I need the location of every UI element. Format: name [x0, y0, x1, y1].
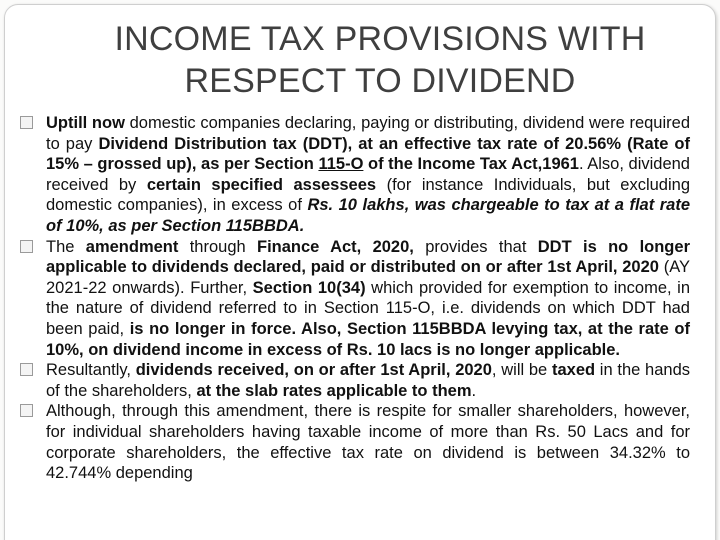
checkbox-bullet-icon — [20, 116, 33, 129]
bullet-list — [20, 113, 690, 484]
text-run: in the hands of the shareholders, — [46, 361, 690, 400]
text-run: Finance Act, 2020, — [257, 237, 414, 256]
text-run: of the Income Tax Act,1961 — [363, 155, 579, 174]
text-run: Resultantly, — [46, 361, 136, 380]
checkbox-bullet-icon — [20, 363, 33, 376]
bullet-item-4 — [20, 401, 690, 483]
text-run: (for instance Individuals, but excluding domestic companies), in excess of — [46, 175, 690, 215]
checkbox-bullet-icon — [20, 240, 33, 253]
bullet-item-1 — [20, 113, 690, 237]
text-run: provides that — [413, 237, 538, 256]
slide-title: INCOME TAX PROVISIONS WITH RESPECT TO DIVIDEND — [114, 20, 646, 100]
text-run: (AY 2021-22 onwards). Further, — [46, 258, 690, 297]
text-run: certain specified assessees — [146, 175, 377, 194]
text-run: through — [178, 237, 257, 256]
text-run: taxed — [551, 361, 596, 380]
text-run: which provided for exemption to income, in the nature of dividend referred to in Section 115-O, i.e. dividends on which DDT had been paid, — [46, 278, 691, 338]
text-run: Rs. 10 lakhs, was chargeable to tax at a flat rate of 10%, as per Section 115BBDA. — [46, 196, 690, 235]
text-run: 115-O — [318, 155, 364, 174]
bullet-text — [46, 238, 690, 359]
text-run: amendment — [85, 237, 179, 256]
text-run: is no longer in force. Also, Section 115BBDA levying tax, at the rate of 10%, on dividend income in excess of Rs. 10 lacs is no longer applicable. — [46, 319, 691, 359]
bullet-item-3 — [20, 360, 690, 401]
text-run: DDT is no longer applicable to dividends declared, paid or distributed on or after 1st April, 2020 — [46, 237, 690, 277]
bullet-item-2 — [20, 237, 690, 361]
bullet-text — [46, 361, 690, 400]
text-run: at the slab rates applicable to them — [196, 381, 472, 400]
text-run: The — [46, 237, 86, 256]
text-run: . — [471, 381, 477, 400]
bullet-text — [46, 114, 690, 235]
text-run: , will be — [491, 361, 552, 380]
text-run: Section 10(34) — [252, 278, 366, 297]
text-run: dividends received, on or after 1st April, 2020 — [135, 361, 492, 380]
text-run: Dividend Distribution tax (DDT), at an effective tax rate of 20.56% (Rate of 15% – grossed up), as per Section — [46, 134, 690, 174]
text-run: Although, through this amendment, there is respite for smaller shareholders, however, for individual shareholders having taxable income of more than Rs. 50 Lacs and for corporate shareholders, the effective tax rate on dividend is between 34.32% to 42.744% depending — [46, 402, 690, 483]
text-run: domestic companies declaring, paying or distributing, dividend were required to pay — [46, 114, 690, 153]
text-run: . Also, dividend received by — [46, 155, 690, 194]
checkbox-bullet-icon — [20, 404, 33, 417]
bullet-text — [46, 402, 690, 482]
text-run: Uptill now — [46, 114, 125, 132]
